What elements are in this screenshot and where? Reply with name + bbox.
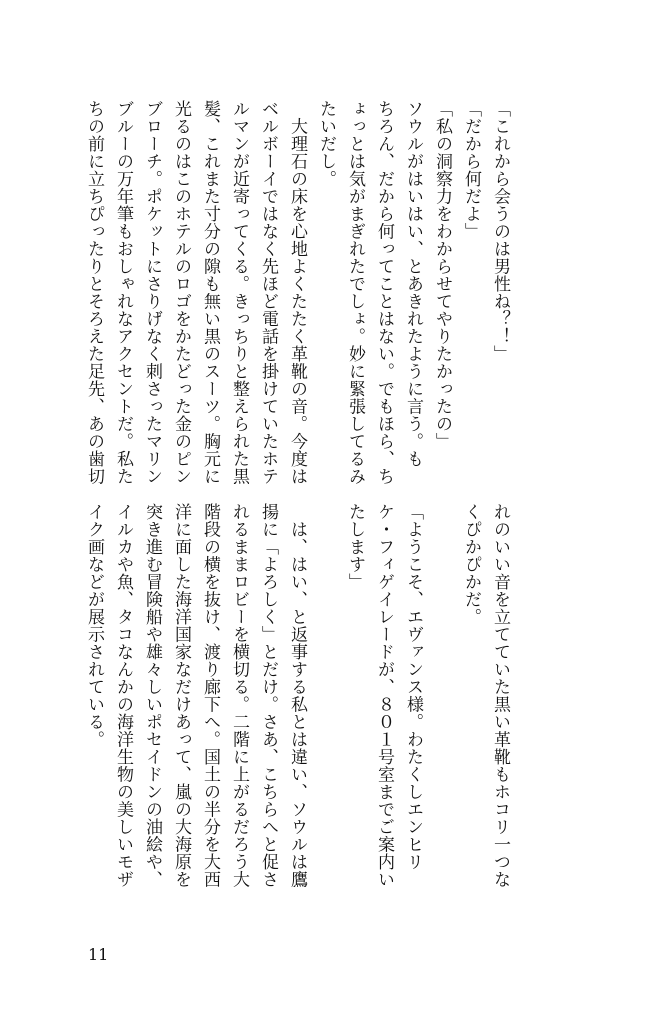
text-line: ょっとは気がまぎれたでしょ。妙に緊張してるみ — [345, 100, 365, 485]
text-line: 髪、これまた寸分の隙も無い黒のスーツ。胸元に — [200, 100, 220, 485]
text-line: ブルーの万年筆もおしゃれなアクセントだ。私た — [113, 100, 133, 485]
text-line: 突き進む冒険船や雄々しいポセイドンの油絵や、 — [142, 503, 162, 888]
main-text-upper — [84, 100, 514, 500]
text-line: ちろん、だから何ってことはない。でもほら、ち — [374, 100, 394, 485]
text-line: 「だから何だよ」 — [461, 100, 481, 240]
main-text-lower — [84, 503, 514, 913]
blank-line — [427, 503, 456, 913]
text-line: は、はい、と返事する私とは違い、ソウルは鷹 — [287, 503, 307, 888]
text-line: 階段の横を抜け、渡り廊下へ。国土の半分を大西 — [200, 503, 220, 888]
text-line: 大理石の床を心地よくたたく革靴の音。今度は — [287, 100, 307, 485]
text-line: ブローチ。ポケットにさりげなく刺さったマリン — [142, 100, 162, 485]
text-line: 「ようこそ、エヴァンス様。わたくしエンヒリ — [403, 503, 423, 871]
text-line: ベルボーイではなく先ほど電話を掛けていたホテ — [258, 100, 278, 485]
text-line: 揚に「よろしく」とだけ。さあ、こちらへと促さ — [258, 503, 278, 888]
text-line: 洋に面した海洋国家なだけあって、嵐の大海原を — [171, 503, 191, 888]
text-line: 光るのはこのホテルのロゴをかたどった金のピン — [171, 100, 191, 485]
text-line: ケ・フィゲイレードが、８０１号室までご案内い — [374, 503, 394, 888]
text-line: れるままロビーを横切る。二階に上がるだろう大 — [229, 503, 249, 888]
text-line: くぴかぴかだ。 — [461, 503, 481, 626]
page-number: 11 — [88, 945, 109, 964]
text-line: イク画などが展示されている。 — [84, 503, 104, 748]
text-line: ちの前に立ちぴったりとそろえた足先、あの歯切 — [84, 100, 104, 485]
text-line: れのいい音を立てていた黒い革靴もホコリ一つな — [490, 503, 510, 888]
text-line: たします」 — [345, 503, 365, 591]
text-line: 「私の洞察力をわからせてやりたかったの」 — [432, 100, 452, 450]
text-line: 「これから会うのは男性ね？！」 — [490, 100, 510, 363]
text-line: イルカや魚、タコなんかの海洋生物の美しいモザ — [113, 503, 133, 888]
blank-line — [311, 503, 340, 913]
text-line: たいだし。 — [316, 100, 336, 188]
text-line: ソウルがはいはい、とあきれたように言う。も — [403, 100, 423, 468]
text-line: ルマンが近寄ってくる。きっちりと整えられた黒 — [229, 100, 249, 485]
